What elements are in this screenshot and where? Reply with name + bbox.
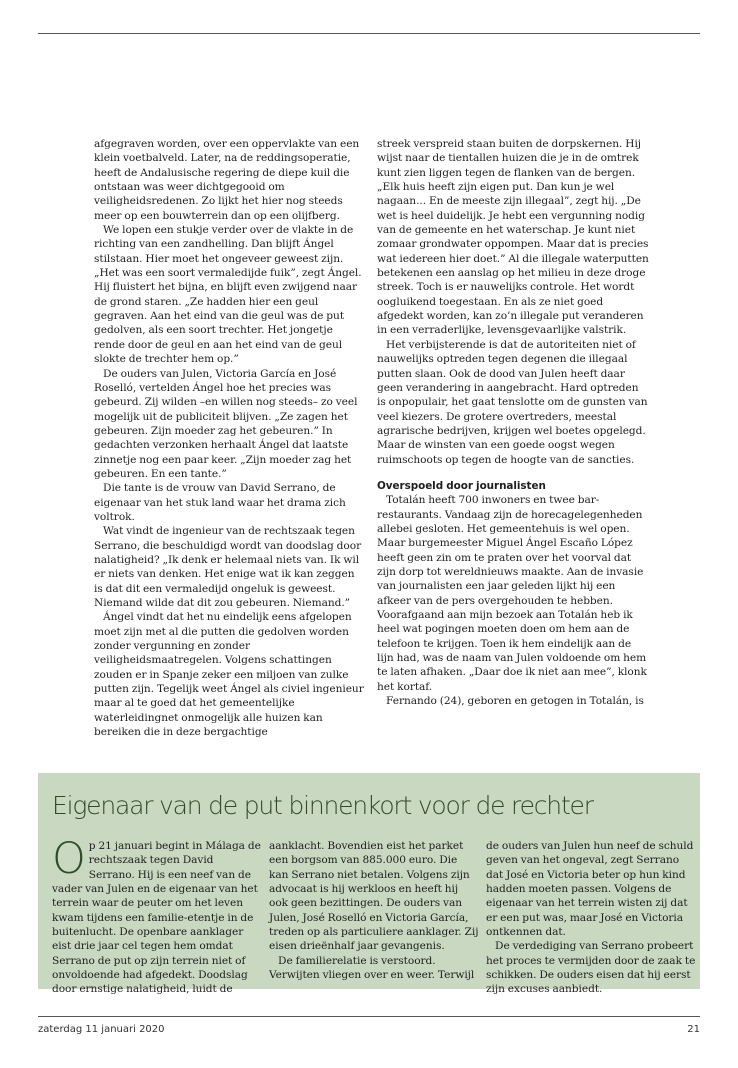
paragraph: Totalán heeft 700 inwoners en twee bar-restaurants. Vandaag zijn de horecagelegenheden allebei gesloten. Het gemeentehuis is wel open. Maar burgemeester Miguel Ángel Escaño López heeft geen zin om te praten over het voorval dat zijn dorp tot wereldnieuws maakte. Aan de invasie van journalisten een jaar geleden lijkt hij een afkeer van de pers overgehouden te hebben. Voorafgaand aan mijn bezoek aan Totalán heb ik heel wat pogingen moeten doen om hem aan de telefoon te krijgen. Toen ik hem eindelijk aan de lijn had, was de naam van Julen voldoende om hem te laten afhaken. „Daar doe ik niet aan mee”, klonk het kortaf. (377, 494, 647, 693)
article-column-2 (377, 137, 649, 708)
paragraph: De verdediging van Serrano probeert het proces te vermijden door de zaak te schikken. De ouders eisen dat hij eerst zijn excuses aanbiedt. (486, 940, 696, 996)
paragraph: De ouders van Julen, Victoria García en José Roselló, vertelden Ángel hoe het precies was gebeurd. Zij wilden –en willen nog steeds– zo veel mogelijk uit de publiciteit blijven. „Ze zagen het gebeuren. Zijn moeder zag het gebeuren.” In gedachten verzonken herhaalt Ángel dat laatste zinnetje nog een paar keer. „Zijn moeder zag het gebeuren. En een tante.” (94, 367, 358, 480)
bottom-rule (38, 1016, 700, 1017)
box-column-1 (52, 834, 261, 997)
paragraph-text: p 21 januari begint in Málaga de rechtszaak tegen David Serrano. Hij is een neef van de vader van Julen en de eigenaar van het terrein waar de peuter om het leven kwam tijdens een familie-etentje in de buitenlucht. De openbare aanklager eist drie jaar cel tegen hem omdat Serrano de put op zijn terrein niet of onvoldoende had afgedekt. Doodslag door ernstige nalatigheid, luidt de (52, 840, 261, 996)
section-subheading: Overspoeld door journalisten (377, 479, 546, 492)
paragraph: We lopen een stukje verder over de vlakte in de richting van een zandhelling. Dan blijft Ángel stilstaan. Hier moet het ongeveer geweest zijn. „Het was een soort vermaledijde fuik”, zegt Ángel. Hij fluistert het bijna, en blijft even zwijgend naar de grond staren. „Ze hadden hier een geul gegraven. Aan het eind van die geul was de put gedolven, als een soort trechter. Het jongetje rende door de geul en aan het eind van de geul slokte de trechter hem op.” (94, 224, 362, 366)
paragraph: Het verbijsterende is dat de autoriteiten niet of nauwelijks optreden tegen degenen die illegaal putten slaan. Ook de dood van Julen heeft daar geen verandering in aangebracht. Hard optreden is onpopulair, het gaat tenslotte om de gunsten van veel kiezers. De grotere overtreders, meestal agrarische bedrijven, krijgen wel boetes opgelegd. Maar de winsten van een goede oogst wegen ruimschoots op tegen de hoogte van de sancties. (377, 338, 648, 466)
paragraph: de ouders van Julen hun neef de schuld geven van het ongeval, zegt Serrano dat José en Victoria beter op hun kind hadden moeten passen. Volgens de eigenaar van het terrein wisten zij dat er een put was, maar José en Victoria ontkennen dat. (486, 840, 694, 939)
paragraph: Fernando (24), geboren en getogen in Totalán, is (386, 695, 644, 708)
box-title: Eigenaar van de put binnenkort voor de rechter (52, 791, 593, 820)
paragraph: De familierelatie is verstoord. Verwijten vliegen over en weer. Terwijl (269, 954, 475, 982)
sidebar-box (38, 773, 700, 996)
paragraph: aanklacht. Bovendien eist het parket een borgsom van 885.000 euro. Die kan Serrano niet betalen. Volgens zijn advocaat is hij werkloos en heeft hij ook geen bezittingen. De ouders van Julen, José Roselló en Victoria García, treden op als particuliere aanklager. Zij eisen drieënhalf jaar gevangenis. (269, 840, 479, 953)
paragraph: afgegraven worden, over een oppervlakte van een klein voetbalveld. Later, na de reddingsoperatie, heeft de Andalusische regering de diepe kuil die ontstaan was weer dichtgegooid om veiligheidsredenen. Zo lijkt het hier nog steeds meer op een bouwterrein dan op een olijfberg. (94, 138, 360, 222)
box-column-3 (486, 839, 698, 997)
box-column-2 (269, 839, 479, 982)
drop-cap: O (52, 834, 86, 884)
paragraph: Ángel vindt dat het nu eindelijk eens afgelopen moet zijn met al die putten die gedolven worden zonder vergunning en zonder veiligheidsmaatregelen. Volgens schattingen zouden er in Spanje zeker een miljoen van zulke putten zijn. Tegelijk weet Ángel als civiel ingenieur maar al te goed dat het gemeentelijke waterleidingnet onmogelijk alle huizen kan bereiken die in deze bergachtige (94, 611, 364, 739)
paragraph: Wat vindt de ingenieur van de rechtszaak tegen Serrano, die beschuldigd wordt van doodslag door nalatigheid? „Ik denk er helemaal niets van. Ik wil er niets van denken. Het enige wat ik kan zeggen is dat dit een vermaledijd ongeluk is geweest. Niemand wilde dat dit zou gebeuren. Niemand.” (94, 525, 362, 609)
top-rule (38, 33, 700, 34)
footer-date: zaterdag 11 januari 2020 (38, 1024, 165, 1035)
article-column-1 (94, 137, 366, 739)
paragraph: streek verspreid staan buiten de dorpskernen. Hij wijst naar de tientallen huizen die je in de omtrek kunt zien liggen tegen de flanken van de bergen. „Elk huis heeft zijn eigen put. Dan kun je wel nagaan... En de meeste zijn illegaal”, zegt hij. „De wet is heel duidelijk. Je hebt een vergunning nodig van de gemeente en het waterschap. Je kunt niet zomaar grondwater oppompen. Maar dat is precies wat iedereen hier doet.” Al die illegale waterputten betekenen een aanslag op het milieu in deze droge streek. Toch is er nauwelijks controle. Het wordt oogluikend toegestaan. En als ze niet goed afgedekt worden, kan zo’n illegale put veranderen in een verraderlijke, levensgevaarlijke valstrik. (377, 138, 649, 337)
page-number: 21 (687, 1024, 700, 1035)
paragraph (52, 834, 261, 997)
paragraph: Die tante is de vrouw van David Serrano, de eigenaar van het stuk land waar het drama zich voltrok. (94, 482, 346, 523)
